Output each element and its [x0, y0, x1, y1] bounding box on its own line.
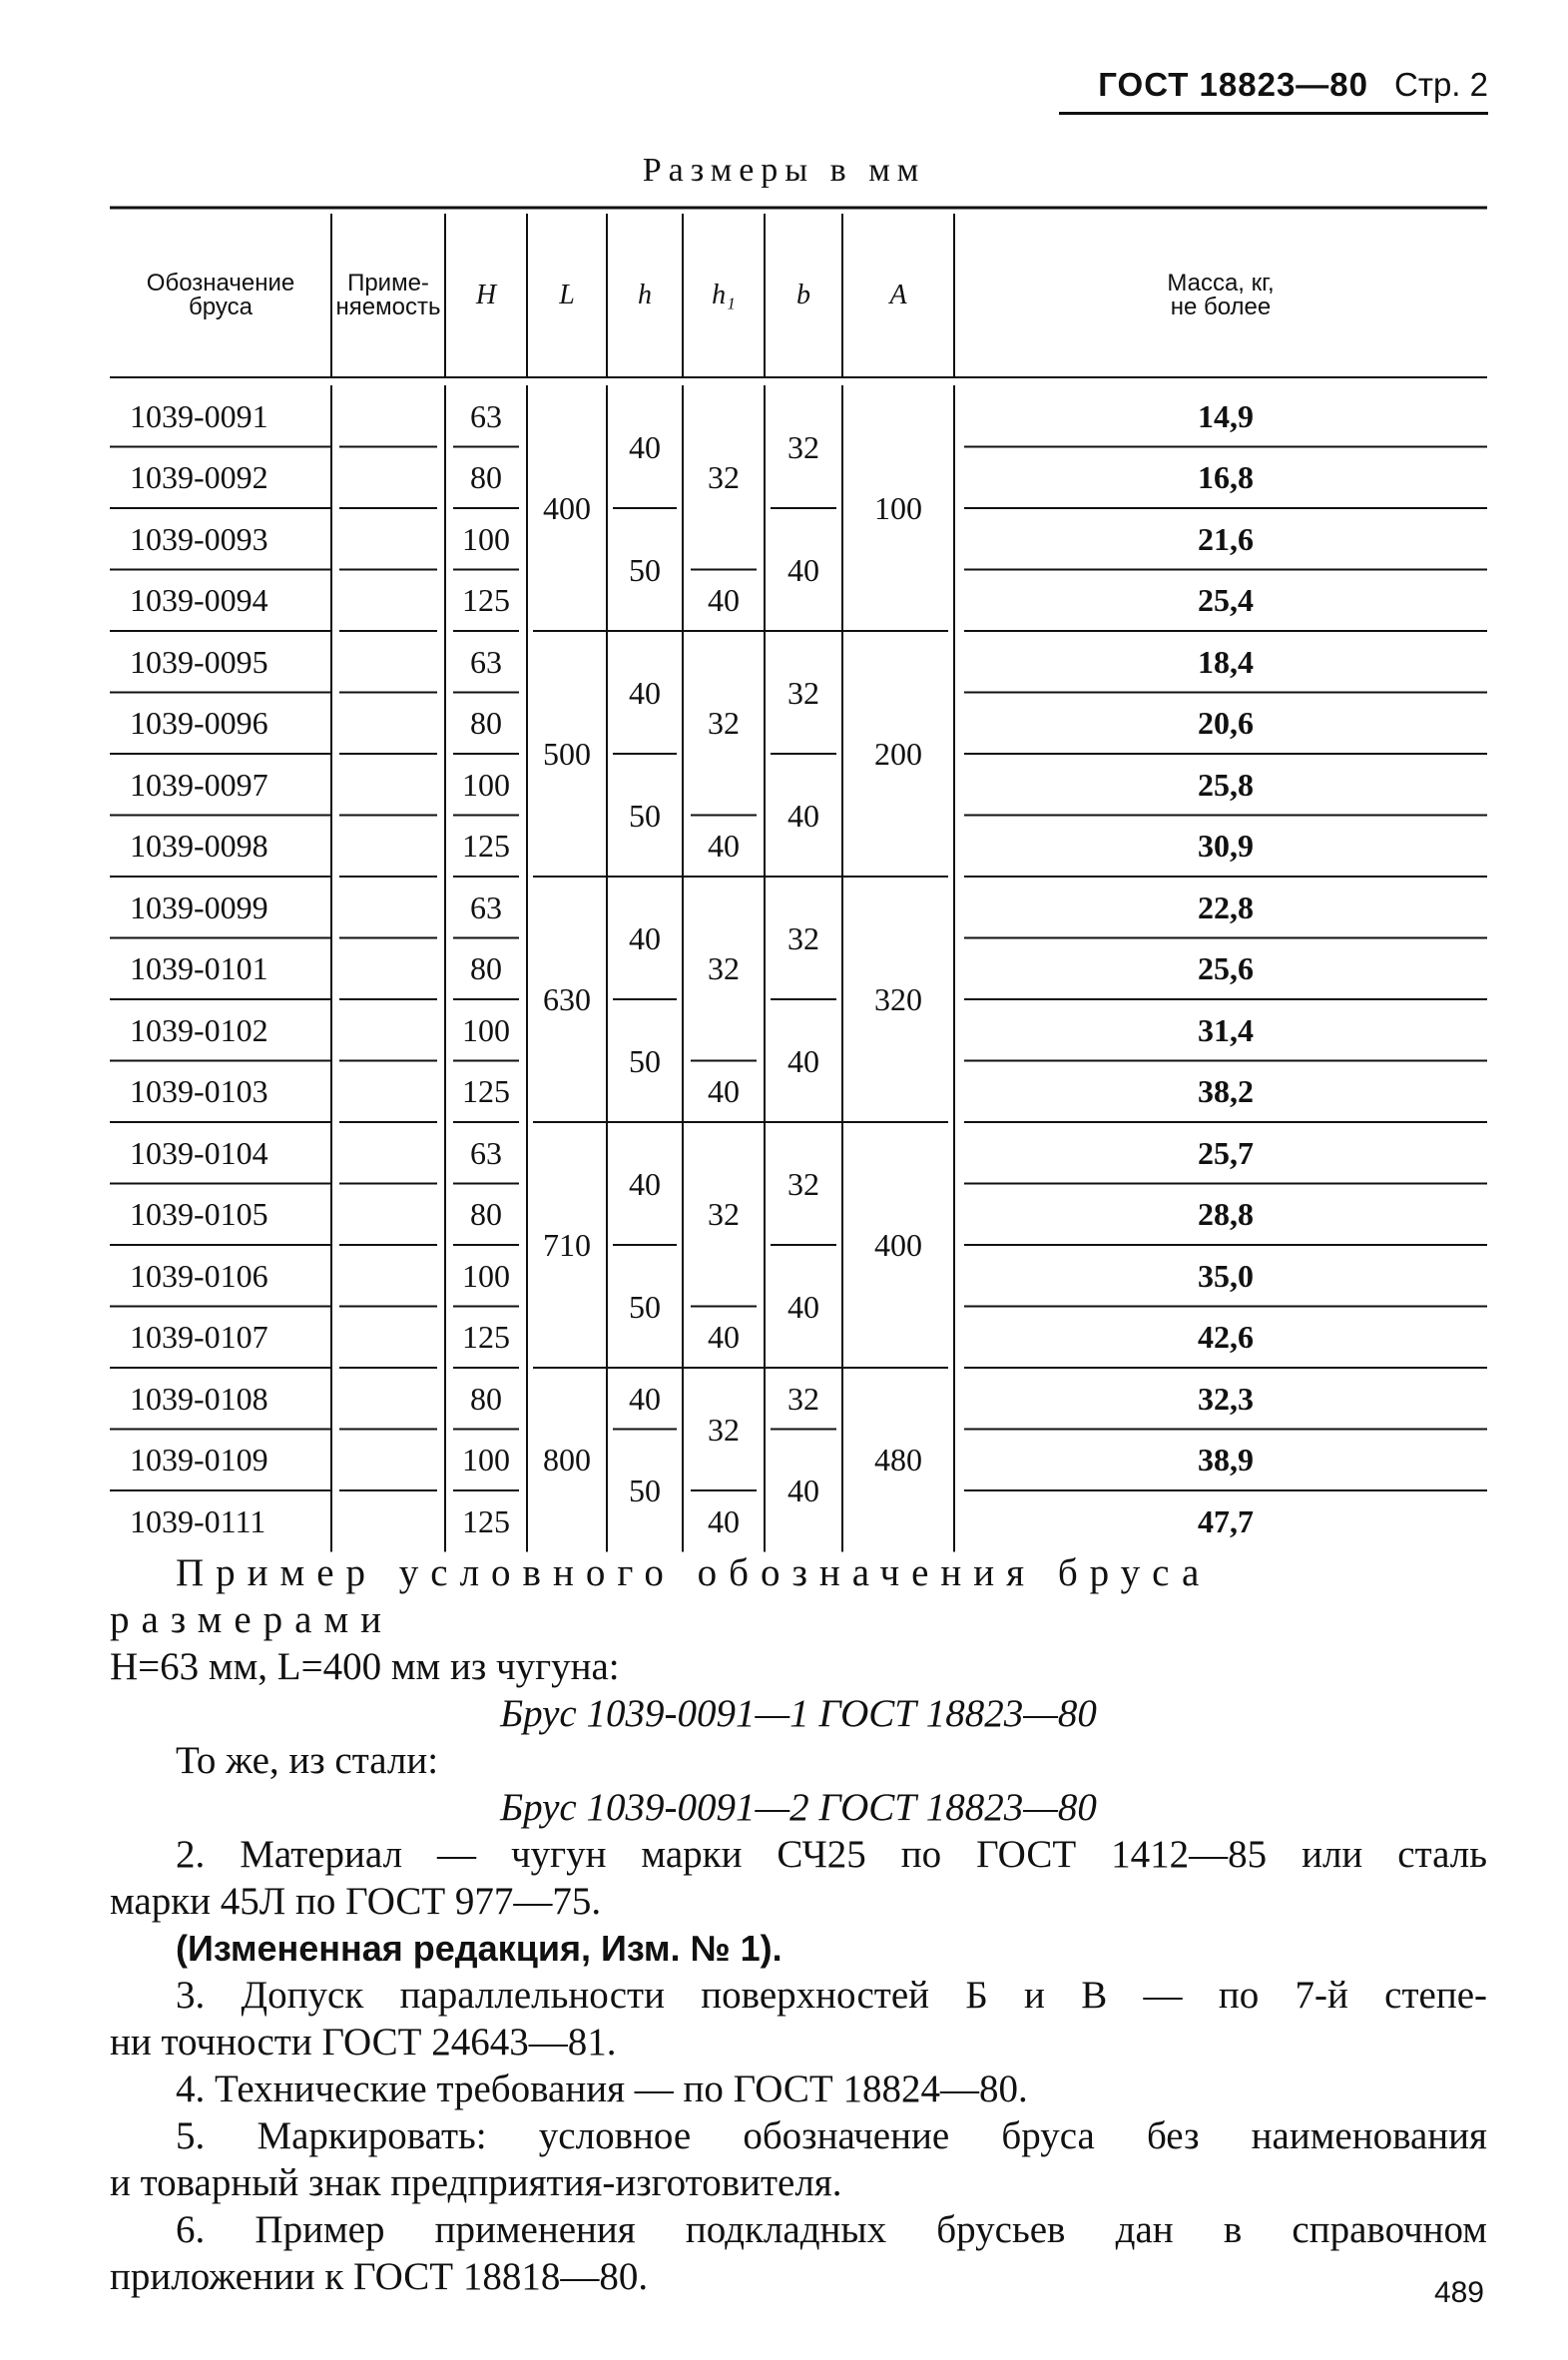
- h1-cell: 40: [708, 1073, 740, 1110]
- H-cell: 80: [470, 950, 502, 987]
- b-cell: 32: [787, 428, 819, 465]
- h-cell: 40: [629, 1165, 661, 1202]
- mass-cell: 14,9: [1198, 397, 1254, 434]
- header-mass: Масса, кг, не более: [1167, 270, 1275, 320]
- designation-cell: 1039-0097: [130, 766, 268, 803]
- example-intro: Пример условного обозначения бруса размерами: [110, 1551, 1212, 1641]
- designation-cell: 1039-0094: [130, 582, 268, 619]
- H-cell: 125: [462, 1319, 510, 1356]
- item-3-line-2: ни точности ГОСТ 24643—81.: [110, 2021, 617, 2064]
- dimensions-table: [110, 206, 1487, 1558]
- b-cell: 32: [787, 919, 819, 956]
- H-cell: 100: [462, 1442, 510, 1478]
- H-cell: 125: [462, 582, 510, 619]
- designation-cell: 1039-0109: [130, 1442, 268, 1478]
- page-label: Стр. 2: [1394, 66, 1488, 103]
- H-cell: 125: [462, 828, 510, 865]
- mass-cell: 38,9: [1198, 1442, 1254, 1478]
- designation-cell: 1039-0099: [130, 888, 268, 925]
- h-cell: 40: [629, 674, 661, 711]
- mass-cell: 25,8: [1198, 766, 1254, 803]
- header-h1: h₁: [712, 280, 736, 310]
- b-cell: 32: [787, 674, 819, 711]
- h-cell: 50: [629, 797, 661, 834]
- body-text: [110, 1549, 1487, 2300]
- item-2-line-1: 2. Материал — чугун марки СЧ25 по ГОСТ 1412—85 или сталь: [176, 1833, 1487, 1876]
- mass-cell: 35,0: [1198, 1257, 1254, 1294]
- L-cell: 400: [543, 490, 591, 526]
- item-6-line-1: 6. Пример применения подкладных брусьев дан в справочном: [176, 2208, 1487, 2251]
- H-cell: 100: [462, 520, 510, 557]
- designation-cell: 1039-0093: [130, 520, 268, 557]
- h-cell: 50: [629, 1288, 661, 1325]
- h1-cell: 32: [708, 1411, 740, 1448]
- H-cell: 100: [462, 766, 510, 803]
- A-cell: 200: [874, 736, 922, 772]
- H-cell: 80: [470, 1380, 502, 1417]
- mass-cell: 25,7: [1198, 1134, 1254, 1171]
- L-cell: 710: [543, 1227, 591, 1263]
- h-cell: 50: [629, 551, 661, 588]
- mass-cell: 32,3: [1198, 1380, 1254, 1417]
- h1-cell: 40: [708, 1319, 740, 1356]
- h1-cell: 32: [708, 950, 740, 987]
- mass-cell: 28,8: [1198, 1196, 1254, 1233]
- header-h: h: [638, 280, 652, 310]
- mass-cell: 42,6: [1198, 1319, 1254, 1356]
- running-header: [1059, 66, 1488, 115]
- example-designation-steel: Брус 1039-0091—2 ГОСТ 18823—80: [500, 1786, 1097, 1829]
- mass-cell: 30,9: [1198, 828, 1254, 865]
- item-6-line-2: приложении к ГОСТ 18818—80.: [110, 2255, 649, 2298]
- mass-cell: 25,4: [1198, 582, 1254, 619]
- h-cell: 50: [629, 1473, 661, 1508]
- designation-cell: 1039-0107: [130, 1319, 268, 1356]
- designation-cell: 1039-0108: [130, 1380, 268, 1417]
- amendment-note: (Измененная редакция, Изм. № 1).: [176, 1928, 783, 1969]
- b-cell: 40: [787, 1473, 819, 1508]
- item-3-line-1: 3. Допуск параллельности поверхностей Б и В — по 7-й степе-: [176, 1974, 1487, 2017]
- item-2-line-2: марки 45Л по ГОСТ 977—75.: [110, 1880, 602, 1923]
- designation-cell: 1039-0091: [130, 397, 268, 434]
- item-5-line-1: 5. Маркировать: условное обозначение бруса без наименования: [176, 2114, 1487, 2157]
- h1-cell: 32: [708, 1196, 740, 1233]
- H-cell: 63: [470, 397, 502, 434]
- standard-number: ГОСТ 18823—80: [1098, 66, 1368, 103]
- H-cell: 63: [470, 888, 502, 925]
- b-cell: 40: [787, 1288, 819, 1325]
- b-cell: 32: [787, 1165, 819, 1202]
- H-cell: 63: [470, 643, 502, 680]
- mass-cell: 31,4: [1198, 1011, 1254, 1048]
- b-cell: 40: [787, 551, 819, 588]
- designation-cell: 1039-0102: [130, 1011, 268, 1048]
- h1-cell: 32: [708, 705, 740, 742]
- A-cell: 100: [874, 490, 922, 526]
- H-cell: 100: [462, 1011, 510, 1048]
- item-5-line-2: и товарный знак предприятия-изготовителя.: [110, 2161, 842, 2204]
- L-cell: 500: [543, 736, 591, 772]
- header-L: L: [559, 280, 575, 310]
- header-designation: Обозначение бруса: [146, 270, 295, 320]
- designation-cell: 1039-0095: [130, 643, 268, 680]
- b-cell: 40: [787, 797, 819, 834]
- h-cell: 50: [629, 1042, 661, 1079]
- H-cell: 100: [462, 1257, 510, 1294]
- page-number: 489: [1433, 2276, 1484, 2309]
- designation-cell: 1039-0111: [130, 1502, 266, 1539]
- H-cell: 80: [470, 705, 502, 742]
- header-b: b: [796, 280, 810, 310]
- designation-cell: 1039-0092: [130, 459, 268, 496]
- example-designation-cast-iron: Брус 1039-0091—1 ГОСТ 18823—80: [500, 1692, 1097, 1735]
- H-cell: 80: [470, 459, 502, 496]
- header-H: H: [475, 280, 497, 310]
- mass-cell: 38,2: [1198, 1073, 1254, 1110]
- b-cell: 32: [787, 1380, 819, 1417]
- designation-cell: 1039-0101: [130, 950, 268, 987]
- mass-cell: 21,6: [1198, 520, 1254, 557]
- h-cell: 40: [629, 428, 661, 465]
- A-cell: 480: [874, 1442, 922, 1478]
- header-applicability: Приме- няемость: [335, 270, 441, 320]
- H-cell: 125: [462, 1073, 510, 1110]
- designation-cell: 1039-0106: [130, 1257, 268, 1294]
- h1-cell: 40: [708, 828, 740, 865]
- h1-cell: 40: [708, 1502, 740, 1539]
- mass-cell: 22,8: [1198, 888, 1254, 925]
- mass-cell: 20,6: [1198, 705, 1254, 742]
- A-cell: 400: [874, 1227, 922, 1263]
- example-steel-intro: То же, из стали:: [176, 1739, 439, 1782]
- mass-cell: 16,8: [1198, 459, 1254, 496]
- item-4: 4. Технические требования — по ГОСТ 18824—80.: [176, 2067, 1028, 2110]
- mass-cell: 25,6: [1198, 950, 1254, 987]
- header-A: A: [889, 280, 907, 310]
- H-cell: 80: [470, 1196, 502, 1233]
- units-caption: Размеры в мм: [642, 152, 926, 189]
- H-cell: 63: [470, 1134, 502, 1171]
- example-dimensions: H=63 мм, L=400 мм из чугуна:: [110, 1645, 620, 1688]
- h1-cell: 40: [708, 582, 740, 619]
- designation-cell: 1039-0104: [130, 1134, 268, 1171]
- L-cell: 630: [543, 981, 591, 1017]
- designation-cell: 1039-0098: [130, 828, 268, 865]
- designation-cell: 1039-0103: [130, 1073, 268, 1110]
- mass-cell: 47,7: [1198, 1502, 1254, 1539]
- L-cell: 800: [543, 1442, 591, 1478]
- A-cell: 320: [874, 981, 922, 1017]
- designation-cell: 1039-0105: [130, 1196, 268, 1233]
- designation-cell: 1039-0096: [130, 705, 268, 742]
- b-cell: 40: [787, 1042, 819, 1079]
- h-cell: 40: [629, 1380, 661, 1417]
- H-cell: 125: [462, 1502, 510, 1539]
- h1-cell: 32: [708, 459, 740, 496]
- h-cell: 40: [629, 919, 661, 956]
- mass-cell: 18,4: [1198, 643, 1254, 680]
